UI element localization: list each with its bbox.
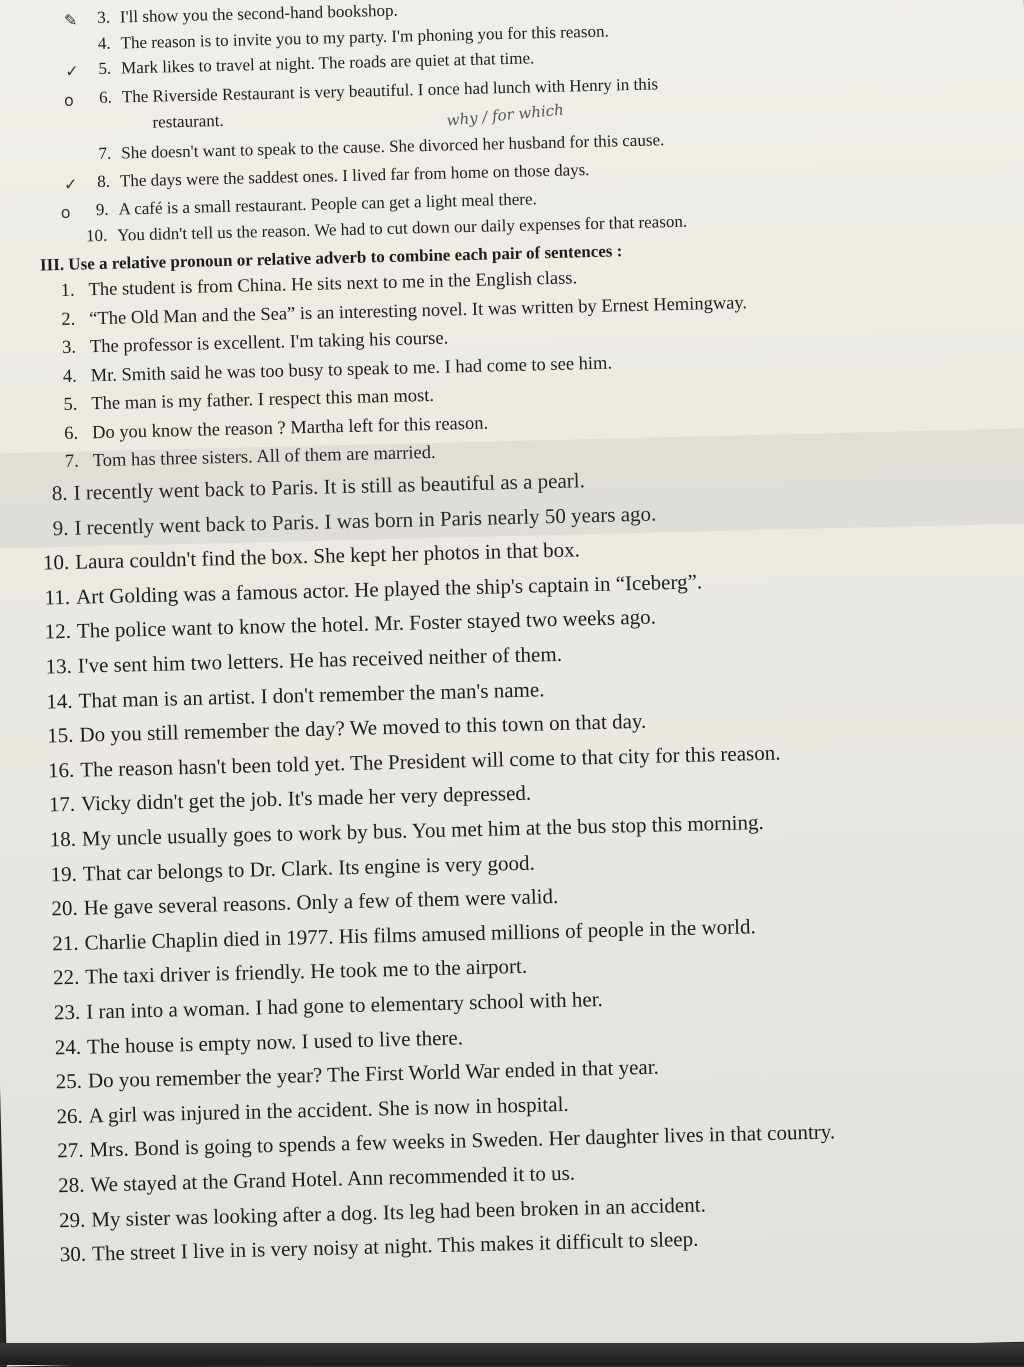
exercise-three-item [43, 884, 558, 922]
exercise-two-item [86, 74, 659, 108]
exercise-three-item [44, 914, 756, 956]
item-number: 4. [62, 366, 77, 387]
exercise-two-item [84, 1, 398, 29]
item-number: 16. [47, 757, 75, 783]
item-text: The student is from China. He sits next to me in the English class. [88, 268, 578, 301]
item-number: 9. [52, 515, 69, 541]
item-text: She doesn't want to speak to the cause. She divorced her husband for this cause. [121, 130, 665, 163]
item-text: The police want to know the hotel. Mr. Foster stayed two weeks ago. [76, 604, 657, 643]
item-text: Art Golding was a famous actor. He played the ship's captain in “Iceberg”. [75, 569, 703, 609]
item-text: Mrs. Bond is going to spends a few weeks in Sweden. Her daughter lives in that country. [89, 1119, 836, 1162]
item-text: “The Old Man and the Sea” is an interesting novel. It was written by Ernest Hemingway. [89, 293, 748, 330]
item-text: That car belongs to Dr. Clark. Its engine is very good. [82, 850, 535, 886]
exercise-three-item [55, 443, 436, 473]
exercise-two-item [85, 48, 535, 79]
handwritten-check-mark: ✓ [63, 174, 78, 194]
exercise-two-item [84, 160, 590, 192]
exercise-three-item [40, 741, 781, 784]
item-number: 6. [98, 87, 113, 107]
item-text: My uncle usually goes to work by bus. You met him at the bus stop this morning. [81, 809, 764, 851]
handwritten-check-mark: ✎ [63, 10, 78, 30]
exercise-three-item [46, 987, 603, 1026]
item-number: 17. [48, 791, 76, 817]
exercise-three-item [50, 268, 577, 302]
item-text: I recently went back to Paris. I was born in Paris nearly 50 years ago. [74, 501, 657, 540]
handwritten-note: why / for which [445, 100, 565, 130]
table-edge [0, 1343, 1024, 1365]
item-text: We stayed at the Grand Hotel. Ann recommended it to us. [90, 1160, 576, 1197]
item-text: Laura couldn't find the box. She kept her photos in that box. [74, 537, 581, 574]
exercise-three-item [48, 1092, 568, 1130]
item-text: You didn't tell us the reason. We had to cut down our daily expenses for that reason. [117, 211, 688, 245]
item-number: 8. [96, 171, 111, 192]
item-text: The man is my father. I respect this man most. [91, 385, 435, 415]
item-number: 12. [44, 618, 72, 644]
item-text: A girl was injured in the accident. She is now in hospital. [88, 1091, 569, 1128]
item-number: 24. [54, 1034, 82, 1060]
exercise-three-item [33, 468, 585, 506]
item-number: 27. [57, 1137, 84, 1163]
item-number: 2. [61, 309, 76, 330]
item-text: I've sent him two letters. He has received neither of them. [77, 641, 563, 678]
item-number: 7. [98, 143, 112, 164]
item-text: Tom has three sisters. All of them are married. [92, 442, 436, 472]
item-text: I'll show you the second-hand bookshop. [119, 0, 398, 27]
exercise-three-item [37, 642, 562, 680]
item-text: My sister was looking after a dog. Its leg had been broken in an accident. [91, 1192, 707, 1232]
exercise-three-item [52, 354, 612, 389]
item-number: 4. [97, 33, 111, 54]
item-text: Mr. Smith said he was too busy to speak to me. I had come to see him. [90, 353, 613, 387]
item-number: 26. [56, 1103, 84, 1129]
item-number: 7. [64, 451, 80, 472]
exercise-three-item [52, 1227, 699, 1268]
item-text: The reason is to invite you to my party. I'm phoning you for this reason. [120, 21, 609, 53]
item-text: Mark likes to travel at night. The roads are quiet at that time. [120, 48, 535, 78]
section-three-heading: III. Use a relative pronoun or relative adverb to combine each pair of sentences : [39, 241, 623, 275]
exercise-three-item [42, 810, 764, 853]
exercise-three-item [34, 502, 656, 542]
item-text: The reason hasn't been told yet. The President will come to that city for this reason. [80, 740, 781, 782]
item-number: 5. [63, 394, 78, 415]
item-text: Do you still remember the day? We moved to this town on that day. [79, 708, 647, 747]
item-number: 23. [53, 999, 81, 1025]
exercise-three-item [36, 569, 703, 610]
exercise-three-item [45, 954, 527, 991]
exercise-two-item [116, 111, 224, 134]
item-text: I recently went back to Paris. It is still as beautiful as a pearl. [73, 468, 586, 505]
item-number: 5. [98, 58, 112, 78]
exercise-three-item [50, 1161, 575, 1199]
exercise-three-item [39, 709, 646, 749]
exercise-three-item [53, 386, 434, 416]
item-number [117, 128, 143, 129]
exercise-three-item [38, 677, 544, 714]
exercise-three-item [41, 781, 532, 818]
item-text: Vicky didn't get the job. It's made her very depressed. [80, 780, 532, 816]
item-number: 28. [57, 1172, 85, 1198]
item-text: He gave several reasons. Only a few of them were valid. [83, 884, 559, 920]
item-text: The taxi driver is friendly. He took me to the airport. [85, 953, 528, 989]
exercise-three-item [52, 329, 449, 360]
item-number: 11. [44, 584, 71, 610]
item-number: 22. [52, 964, 80, 990]
item-number: 8. [51, 480, 68, 506]
handwritten-check-mark: ✓ [65, 61, 79, 81]
item-number: 13. [45, 653, 73, 679]
item-number: 30. [59, 1241, 87, 1267]
item-text: The professor is excellent. I'm taking his course. [89, 328, 449, 358]
item-number: 3. [96, 7, 111, 28]
exercise-three-item [47, 1025, 463, 1060]
item-text: Charlie Chaplin died in 1977. His films amused millions of people in the world. [84, 914, 756, 955]
exercise-three-item [43, 851, 535, 888]
item-text: I ran into a woman. I had gone to elementary school with her. [85, 986, 604, 1024]
item-number: 10. [42, 549, 70, 575]
exercise-three-item [37, 605, 657, 645]
item-text: A café is a small restaurant. People can get a light meal there. [118, 189, 537, 219]
exercise-two-item [85, 130, 664, 164]
item-text: The days were the saddest ones. I lived far from home on those days. [119, 160, 590, 191]
exercise-two-item [82, 189, 537, 220]
item-number: 14. [46, 688, 73, 714]
item-text: The Riverside Restaurant is very beautiful. I once had lunch with Henry in this [121, 74, 659, 107]
item-number: 10. [85, 225, 108, 246]
item-number: 18. [49, 826, 77, 852]
item-text: The street I live in is very noisy at night. This makes it difficult to sleep. [91, 1226, 699, 1266]
item-number: 19. [50, 861, 78, 887]
item-number: 6. [63, 423, 79, 444]
item-text: restaurant. [152, 110, 224, 132]
handwritten-check-mark: o [60, 202, 71, 222]
item-text: The house is empty now. I used to live there. [86, 1025, 464, 1059]
exercise-three-item [35, 537, 580, 575]
item-text: That man is an artist. I don't remember the man's name. [78, 677, 545, 713]
item-number: 9. [95, 199, 109, 220]
item-number: 25. [55, 1068, 83, 1094]
exercise-three-item [51, 1193, 706, 1234]
item-number: 3. [61, 337, 77, 358]
item-number: 1. [60, 280, 75, 301]
item-text: Do you know the reason ? Martha left for this reason. [91, 413, 489, 444]
item-text: Do you remember the year? The First World War ended in that year. [87, 1054, 660, 1093]
item-number: 15. [46, 722, 74, 748]
item-number: 29. [58, 1207, 86, 1233]
handwritten-check-mark: o [63, 90, 74, 110]
item-number: 20. [51, 895, 78, 921]
exercise-three-item [54, 414, 488, 446]
item-number: 21. [51, 930, 79, 956]
exercise-three-item [48, 1055, 659, 1095]
